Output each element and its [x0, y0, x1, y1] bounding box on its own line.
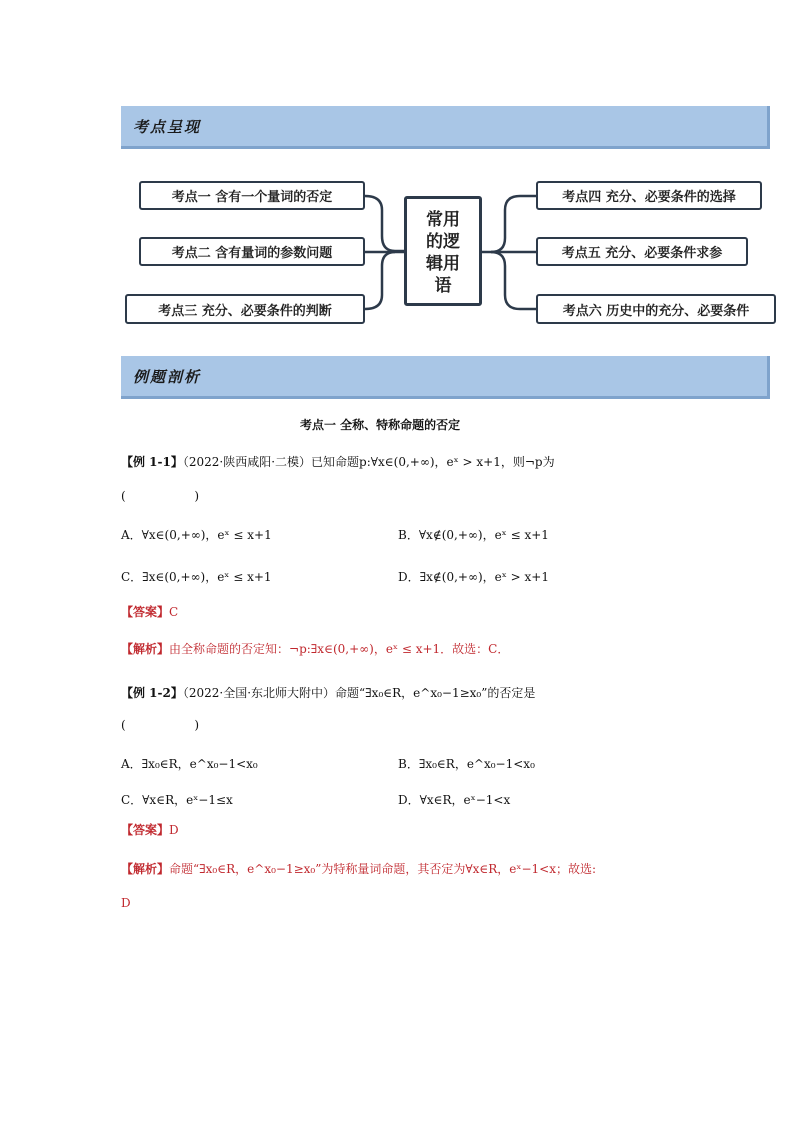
topic-box-5-label: 考点五 充分、必要条件求参: [561, 246, 723, 261]
topic-box-2: [139, 237, 365, 266]
answer-row: [121, 603, 178, 620]
topic-box-3: [125, 294, 365, 324]
topic-box-2-label: 考点二 含有量词的参数问题: [171, 246, 333, 261]
answer-paren: ( ): [121, 489, 200, 503]
example-1-2-stem: [121, 684, 535, 701]
topic-box-1-label: 考点一 含有一个量词的否定: [171, 190, 333, 205]
topic-box-5: [536, 237, 748, 266]
option-c: C．∃x∈(0,+∞)，eˣ ≤ x+1: [121, 570, 272, 584]
center-line-4: 语: [434, 276, 452, 296]
answer-label-2: 【答案】: [121, 823, 170, 837]
analysis-row-2: [121, 860, 596, 877]
answer-label: 【答案】: [121, 605, 170, 619]
banner-title: 考点呈现: [133, 118, 202, 136]
answer-row-2: [121, 821, 179, 838]
option-c-2: C．∀x∈R，eˣ−1≤x: [121, 793, 233, 807]
analysis-row: [121, 640, 509, 657]
option-a-2: A．∃x₀∈R，e^x₀−1<x₀: [121, 757, 258, 771]
example-1-1-stem: [121, 453, 555, 470]
mindmap-center: [404, 196, 482, 306]
center-line-1: 常用: [426, 210, 460, 230]
topic-box-6-label: 考点六 历史中的充分、必要条件: [562, 303, 750, 319]
option-a: A．∀x∈(0,+∞)，eˣ ≤ x+1: [121, 528, 272, 542]
section-banner-example: [121, 356, 770, 399]
analysis-label: 【解析】: [121, 642, 170, 656]
analysis-tail-2: D: [121, 896, 131, 910]
option-d-2: D．∀x∈R，eˣ−1<x: [398, 793, 511, 807]
answer-value: C: [169, 605, 179, 619]
answer-value-2: D: [169, 823, 179, 837]
topic-box-6: [536, 294, 776, 324]
analysis-text: 由全称命题的否定知：¬p:∃x∈(0,+∞)，eˣ ≤ x+1．故选：C．: [169, 642, 510, 656]
example-label: 【例 1-1】: [121, 455, 183, 469]
topic-box-4: [536, 181, 762, 210]
example-stem-2: （2022·全国·东北师大附中）命题“∃x₀∈R，e^x₀−1≥x₀”的否定是: [182, 686, 536, 700]
example-source: （2022·陕西咸阳·二模）已知命题: [182, 455, 360, 469]
example-stem-math: p:∀x∈(0,+∞)，eˣ > x+1，则¬p为: [359, 455, 555, 469]
center-line-2: 的逻: [426, 232, 460, 252]
topic-box-1: [139, 181, 365, 210]
option-d: D．∃x∉(0,+∞)，eˣ > x+1: [398, 570, 549, 584]
banner-title-2: 例题剖析: [133, 368, 202, 386]
center-line-3: 辑用: [426, 254, 460, 274]
example-label-2: 【例 1-2】: [121, 686, 183, 700]
topic-box-4-label: 考点四 充分、必要条件的选择: [562, 190, 736, 205]
analysis-text-2: 命题“∃x₀∈R，e^x₀−1≥x₀”为特称量词命题，其否定为∀x∈R，eˣ−1<x；故选:: [169, 862, 597, 876]
option-b-2: B．∃x₀∈R，e^x₀−1<x₀: [398, 757, 535, 771]
analysis-label-2: 【解析】: [121, 862, 170, 876]
section-title: 考点一 全称、特称命题的否定: [300, 418, 461, 432]
topic-box-3-label: 考点三 充分、必要条件的判断: [158, 303, 332, 319]
answer-paren-2: ( ): [121, 718, 200, 732]
option-b: B．∀x∉(0,+∞)，eˣ ≤ x+1: [398, 528, 549, 542]
